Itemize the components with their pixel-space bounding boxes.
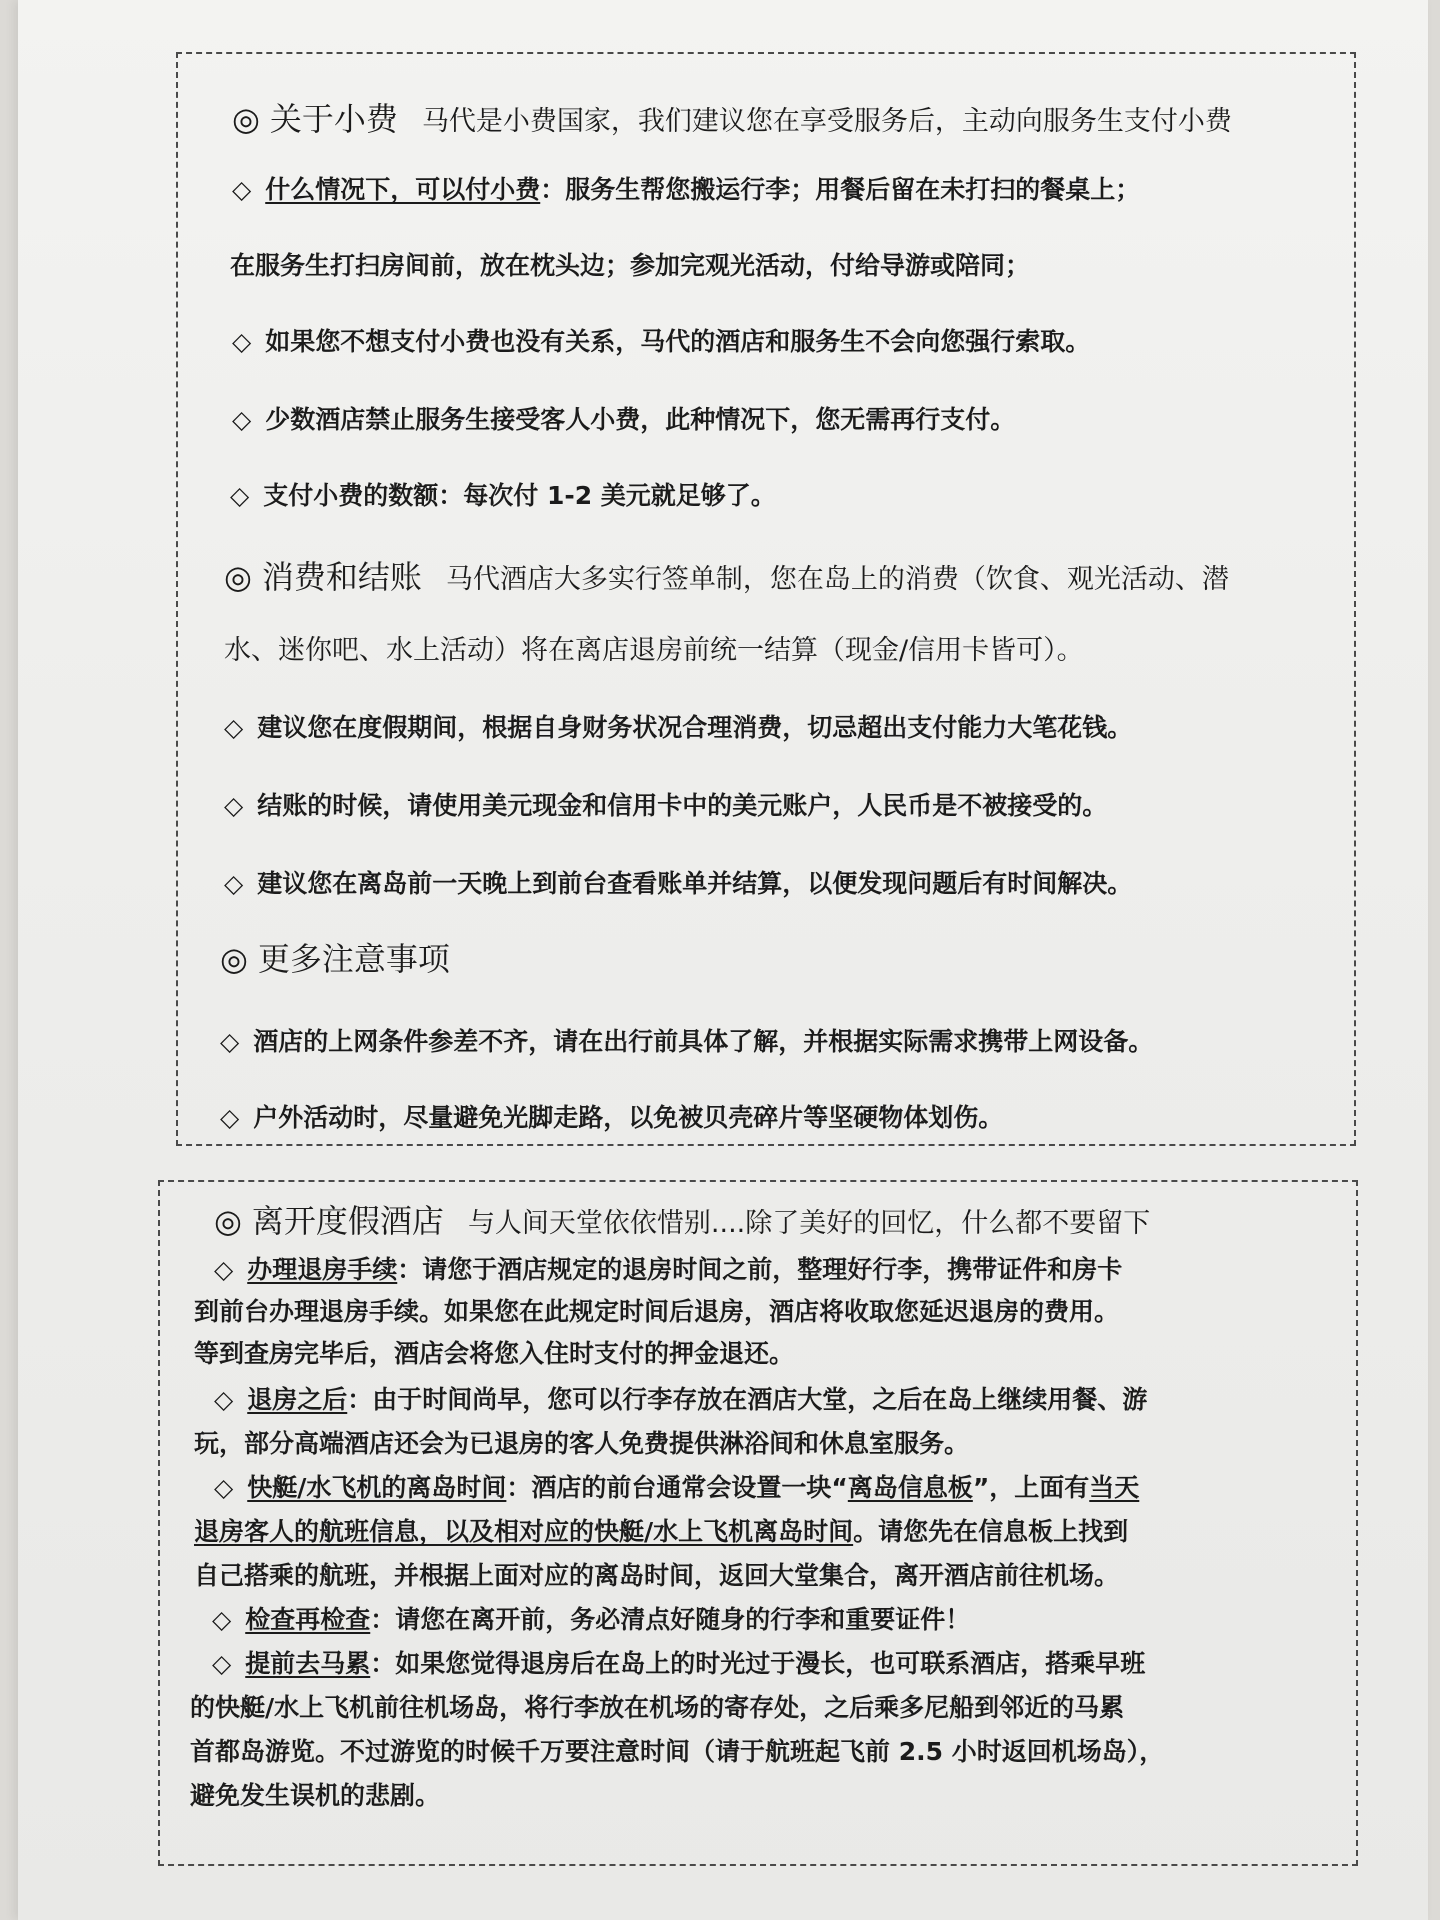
section-tips-intro: 马代是小费国家，我们建议您在享受服务后，主动向服务生支付小费 (421, 106, 1232, 137)
after-checkout-text-2: 玩，部分高端酒店还会为已退房的客人免费提供淋浴间和休息室服务。 (194, 1429, 970, 1458)
notes-internet-line (220, 1022, 1153, 1058)
boat-time-text-1c: 当天 (1089, 1473, 1140, 1502)
diamond-bullet-icon: ◇ (224, 713, 244, 742)
go-male-early-text-4: 避免发生误机的悲剧。 (190, 1781, 441, 1810)
section-leaving-heading-line (214, 1196, 1150, 1242)
billing-advice-text: 建议您在度假期间，根据自身财务状况合理消费，切忌超出支付能力大笔花钱。 (257, 713, 1133, 742)
section-billing-intro-1: 马代酒店大多实行签单制，您在岛上的消费（饮食、观光活动、潜 (445, 564, 1229, 595)
tips-amount-text: 支付小费的数额：每次付 1-2 美元就足够了。 (263, 481, 776, 510)
notes-internet-text: 酒店的上网条件参差不齐，请在出行前具体了解，并根据实际需求携带上网设备。 (253, 1027, 1154, 1056)
paper-sheet (18, 0, 1428, 1920)
departure-board-label: 离岛信息板 (847, 1473, 973, 1502)
diamond-bullet-icon: ◇ (232, 175, 252, 204)
tips-amount-line (230, 476, 776, 512)
after-checkout-label: 退房之后 (247, 1385, 348, 1414)
checkout-text-3: 等到查房完毕后，酒店会将您入住时支付的押金退还。 (194, 1339, 795, 1368)
tips-not-required-line (232, 322, 1090, 358)
billing-currency-text: 结账的时候，请使用美元现金和信用卡中的美元账户，人民币是不被接受的。 (257, 791, 1108, 820)
checkout-text-2: 到前台办理退房手续。如果您在此规定时间后退房，酒店将收取您延迟退房的费用。 (194, 1297, 1120, 1326)
go-male-early-label: 提前去马累 (245, 1649, 371, 1678)
tips-forbidden-text: 少数酒店禁止服务生接受客人小费，此种情况下，您无需再行支付。 (265, 405, 1016, 434)
tips-forbidden-line (232, 400, 1015, 436)
checkout-label: 办理退房手续 (247, 1255, 398, 1284)
diamond-bullet-icon: ◇ (214, 1255, 234, 1284)
tips-when-line (232, 170, 1140, 206)
diamond-bullet-icon: ◇ (212, 1605, 232, 1634)
tips-when-label: 什么情况下，可以付小费 (265, 175, 541, 204)
after-checkout-text-1: ：由于时间尚早，您可以行李存放在酒店大堂，之后在岛上继续用餐、游 (347, 1385, 1148, 1414)
section-marker-icon: ◎ (220, 940, 248, 978)
billing-check-bill-line (224, 864, 1132, 900)
section-billing-heading: 消费和结账 (261, 558, 422, 596)
section-tips-heading-line (232, 94, 1232, 140)
boat-time-text-2b: 。请您先在信息板上找到 (853, 1517, 1129, 1546)
diamond-bullet-icon: ◇ (214, 1385, 234, 1414)
after-checkout-line-1 (214, 1380, 1147, 1416)
go-male-early-text-2: 的快艇/水上飞机前往机场岛，将行李放在机场的寄存处，之后乘多尼船到邻近的马累 (190, 1693, 1125, 1722)
section-billing-heading-line (224, 552, 1229, 598)
diamond-bullet-icon: ◇ (212, 1649, 232, 1678)
boat-time-text-3: 自己搭乘的航班，并根据上面对应的离岛时间，返回大堂集合，离开酒店前往机场。 (194, 1561, 1120, 1590)
boat-time-text-1b: ”，上面有 (972, 1473, 1090, 1502)
section-billing-intro-2: 水、迷你吧、水上活动）将在离店退房前统一结算（现金/信用卡皆可）。 (224, 635, 1084, 666)
section-leaving-heading: 离开度假酒店 (251, 1202, 444, 1240)
diamond-bullet-icon: ◇ (220, 1027, 240, 1056)
tips-when-continued: 在服务生打扫房间前，放在枕头边；参加完观光活动，付给导游或陪同； (230, 251, 1031, 280)
billing-currency-line (224, 786, 1107, 822)
boat-time-text-1a: ：酒店的前台通常会设置一块“ (506, 1473, 848, 1502)
double-check-text: ：请您在离开前，务必清点好随身的行李和重要证件！ (370, 1605, 971, 1634)
section-marker-icon: ◎ (224, 558, 252, 596)
diamond-bullet-icon: ◇ (220, 1103, 240, 1132)
notes-barefoot-text: 户外活动时，尽量避免光脚走路，以免被贝壳碎片等坚硬物体划伤。 (253, 1103, 1004, 1132)
diamond-bullet-icon: ◇ (232, 405, 252, 434)
go-male-early-line-1 (212, 1644, 1145, 1680)
section-notes-heading-line (220, 934, 450, 980)
notes-barefoot-line (220, 1098, 1003, 1134)
double-check-label: 检查再检查 (245, 1605, 371, 1634)
go-male-early-text-1: ：如果您觉得退房后在岛上的时光过于漫长，也可联系酒店，搭乘早班 (370, 1649, 1146, 1678)
boat-time-label: 快艇/水飞机的离岛时间 (247, 1473, 507, 1502)
tips-not-required-text: 如果您不想支付小费也没有关系，马代的酒店和服务生不会向您强行索取。 (265, 327, 1091, 356)
section-leaving-intro: 与人间天堂依依惜别....除了美好的回忆，什么都不要留下 (467, 1208, 1151, 1239)
checkout-text-1: ：请您于酒店规定的退房时间之前，整理好行李，携带证件和房卡 (397, 1255, 1123, 1284)
checkout-line-1 (214, 1250, 1122, 1286)
diamond-bullet-icon: ◇ (214, 1473, 234, 1502)
section-marker-icon: ◎ (214, 1202, 242, 1240)
double-check-line (212, 1600, 970, 1636)
section-marker-icon: ◎ (232, 100, 260, 138)
boat-time-line-2 (194, 1512, 1128, 1548)
boat-time-line-1 (214, 1468, 1139, 1504)
section-notes-heading: 更多注意事项 (257, 940, 450, 978)
billing-check-bill-text: 建议您在离岛前一天晚上到前台查看账单并结算，以便发现问题后有时间解决。 (257, 869, 1133, 898)
diamond-bullet-icon: ◇ (224, 791, 244, 820)
boat-time-text-2a: 退房客人的航班信息，以及相对应的快艇/水上飞机离岛时间 (194, 1517, 854, 1546)
diamond-bullet-icon: ◇ (230, 481, 250, 510)
billing-advice-line (224, 708, 1132, 744)
tips-when-text: ：服务生帮您搬运行李；用餐后留在未打扫的餐桌上； (540, 175, 1141, 204)
diamond-bullet-icon: ◇ (224, 869, 244, 898)
tips-and-notes-box (176, 52, 1356, 1146)
go-male-early-text-3: 首都岛游览。不过游览的时候千万要注意时间（请于航班起飞前 2.5 小时返回机场岛）， (190, 1737, 1165, 1766)
diamond-bullet-icon: ◇ (232, 327, 252, 356)
section-tips-heading: 关于小费 (269, 100, 398, 138)
